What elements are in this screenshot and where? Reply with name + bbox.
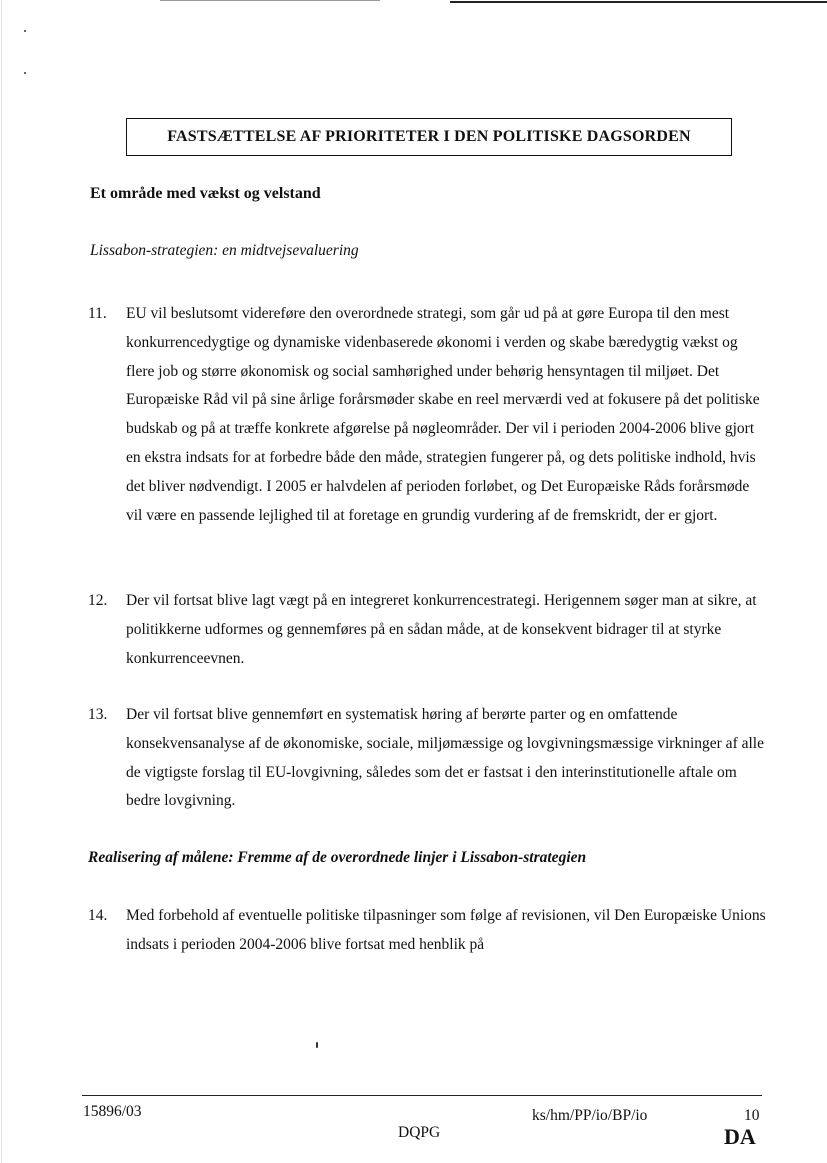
footer-document-id: 15896/03 — [83, 1103, 142, 1120]
paragraph-text: EU vil beslutsomt videreføre den overordnede strategi, som går ud på at gøre Europa til den mest konkurrencedygtige og dynamiske videnbaserede økonomi i verden og skabe bæredygtig vækst og flere job og større økonomisk og social samhørighed under behørig hensyntagen til miljøet. Det Europæiske Råd vil på sine årlige forårsmøder skabe en reel merværdi ved at fokusere på det politiske budskab og på at træffe konkrete afgørelse på nøgleområder. Der vil i perioden 2004-2006 blive gjort en ekstra indsats for at forbedre både den måde, strategien fungerer på, og dets politiske indhold, hvis det bliver nødvendigt. I 2005 er halvdelen af perioden forløbet, og Det Europæiske Råds forårsmøde vil være en passende lejlighed til at foretage en grundig vurdering af de fremskridt, der er gjort. — [126, 305, 760, 524]
footer-reference: ks/hm/PP/io/BP/io — [532, 1107, 648, 1124]
document-title-box — [126, 118, 732, 156]
scan-artifact-line — [450, 1, 827, 3]
paragraph-number: 12. — [88, 592, 108, 609]
scan-speck — [24, 30, 26, 32]
footer-page-number: 10 — [744, 1107, 760, 1124]
paragraph-number: 11. — [88, 305, 107, 322]
scan-edge — [1, 0, 2, 1163]
paragraph-number: 13. — [88, 706, 108, 723]
paragraph-text: Der vil fortsat blive gennemført en systematisk høring af berørte parter og en omfattende konsekvensanalyse af de økonomiske, sociale, miljømæssige og lovgivningsmæssige virkninger af alle de vigtigste forslag til EU-lovgivning, således som det er fastsat i den interinstitutionelle aftale om bedre lovgivning. — [126, 706, 764, 810]
section-heading: Et område med vækst og velstand — [90, 185, 321, 202]
footer-divider — [82, 1095, 762, 1096]
subsection-heading-lisbon-goals: Realisering af målene: Fremme af de overordnede linjer i Lissabon-strategien — [88, 849, 587, 866]
paragraph-11 — [88, 300, 768, 530]
scan-artifact-line — [160, 0, 380, 1]
paragraph-13 — [88, 701, 768, 816]
footer-unit: DQPG — [398, 1124, 441, 1141]
paragraph-text: Der vil fortsat blive lagt vægt på en integreret konkurrencestrategi. Herigennem søger man at sikre, at politikkerne udformes og gennemføres på en sådan måde, at de konsekvent bidrager til at styrke konkurrenceevnen. — [126, 592, 757, 667]
subsection-heading-lisbon-review: Lissabon-strategien: en midtvejsevaluering — [90, 242, 359, 259]
footer-language-code: DA — [724, 1124, 756, 1149]
scan-speck — [316, 1042, 318, 1048]
paragraph-12 — [88, 587, 768, 673]
scan-speck — [24, 72, 26, 74]
paragraph-text: Med forbehold af eventuelle politiske tilpasninger som følge af revisionen, vil Den Europæiske Unions indsats i perioden 2004-2006 blive fortsat med henblik på — [126, 907, 766, 953]
document-title: FASTSÆTTELSE AF PRIORITETER I DEN POLITISKE DAGSORDEN — [167, 128, 691, 145]
paragraph-number: 14. — [88, 907, 108, 924]
paragraph-14 — [88, 902, 768, 960]
